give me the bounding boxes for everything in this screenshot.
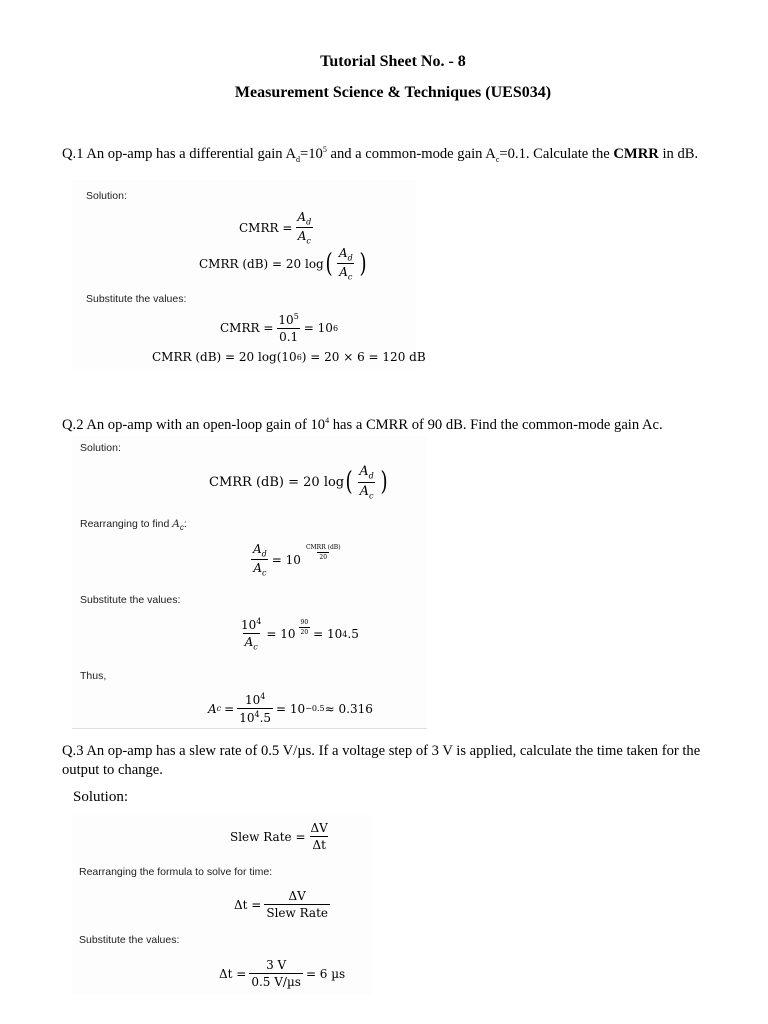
cmrr-db-equation: CMRR (dB) = 20 log ( $\frac{A_d}{A_c}$ ): [199, 246, 367, 282]
q1-solution-image: [72, 180, 426, 370]
cmrr-db-result: CMRR (dB) = 20 log(10 6 ) = 20 × 6 = 120 dB: [152, 350, 426, 364]
cmrr-value-equation: CMRR = $\frac{10^5}{0.1}$ = 10 6: [220, 312, 339, 344]
gain-ratio-equation: $\frac{A_d}{A_c}$ = 10 $\frac{\text{CMRR (dB)}}{20}$: [253, 542, 341, 578]
time-result-equation: Δt = $\frac{3 V}{\text{0.5 V/µs}}$ = 6 µs: [219, 958, 346, 989]
rearrange-label: Rearranging to find $A_c$:: [80, 518, 187, 533]
solution-label: Solution:: [86, 190, 127, 202]
rearrange-label: Rearranging the formula to solve for time:: [79, 866, 273, 878]
cmrr-db-equation: CMRR (dB) = 20 log ( $\frac{A_d}{A_c}$ ): [209, 464, 388, 501]
q3-solution-label: Solution:: [73, 789, 129, 805]
time-formula-equation: Δt = $\frac{\Delta V}{\text{Slew Rate}}$: [234, 889, 328, 920]
substitute-label: Substitute the values:: [80, 594, 181, 606]
slew-rate-equation: Slew Rate = $\frac{\Delta V}{\Delta t}$: [230, 821, 328, 852]
page-title: Tutorial Sheet No. - 8: [320, 53, 466, 70]
thus-label: Thus,: [80, 670, 107, 682]
question-2: Q.2 An op-amp with an open-loop gain of $10^4$ has a CMRR of 90 dB. Find the common-mode gain Ac.: [62, 416, 663, 433]
q2-solution-image: [72, 436, 427, 729]
substitute-label: Substitute the values:: [86, 293, 187, 305]
q3-solution-image: [72, 815, 372, 995]
question-3: Q.3 An op-amp has a slew rate of 0.5 V/µs. If a voltage step of 3 V is applied, calculate the time taken for the output to change.: [62, 743, 701, 778]
course-title: Measurement Science & Techniques (UES034): [234, 84, 552, 101]
substitute-label: Substitute the values:: [79, 934, 180, 946]
cmrr-ratio-equation: CMRR = $\frac{A_d}{A_c}$: [239, 210, 312, 246]
question-1: Q.1 An op-amp has a differential gain $A_d=10^5$ and a common-mode gain $A_c=0.1$. Calculate the CMRR in dB.: [62, 145, 699, 164]
solution-label: Solution:: [80, 442, 121, 454]
gain-value-equation: $\frac{10^4}{A_c}$ = 10 $\frac{90}{20}$ = 10 4 .5: [241, 617, 359, 652]
ac-result-equation: A c = $\frac{10^4}{10^4.5}$ = 10 −0.5 ≈ 0.316: [208, 692, 373, 725]
